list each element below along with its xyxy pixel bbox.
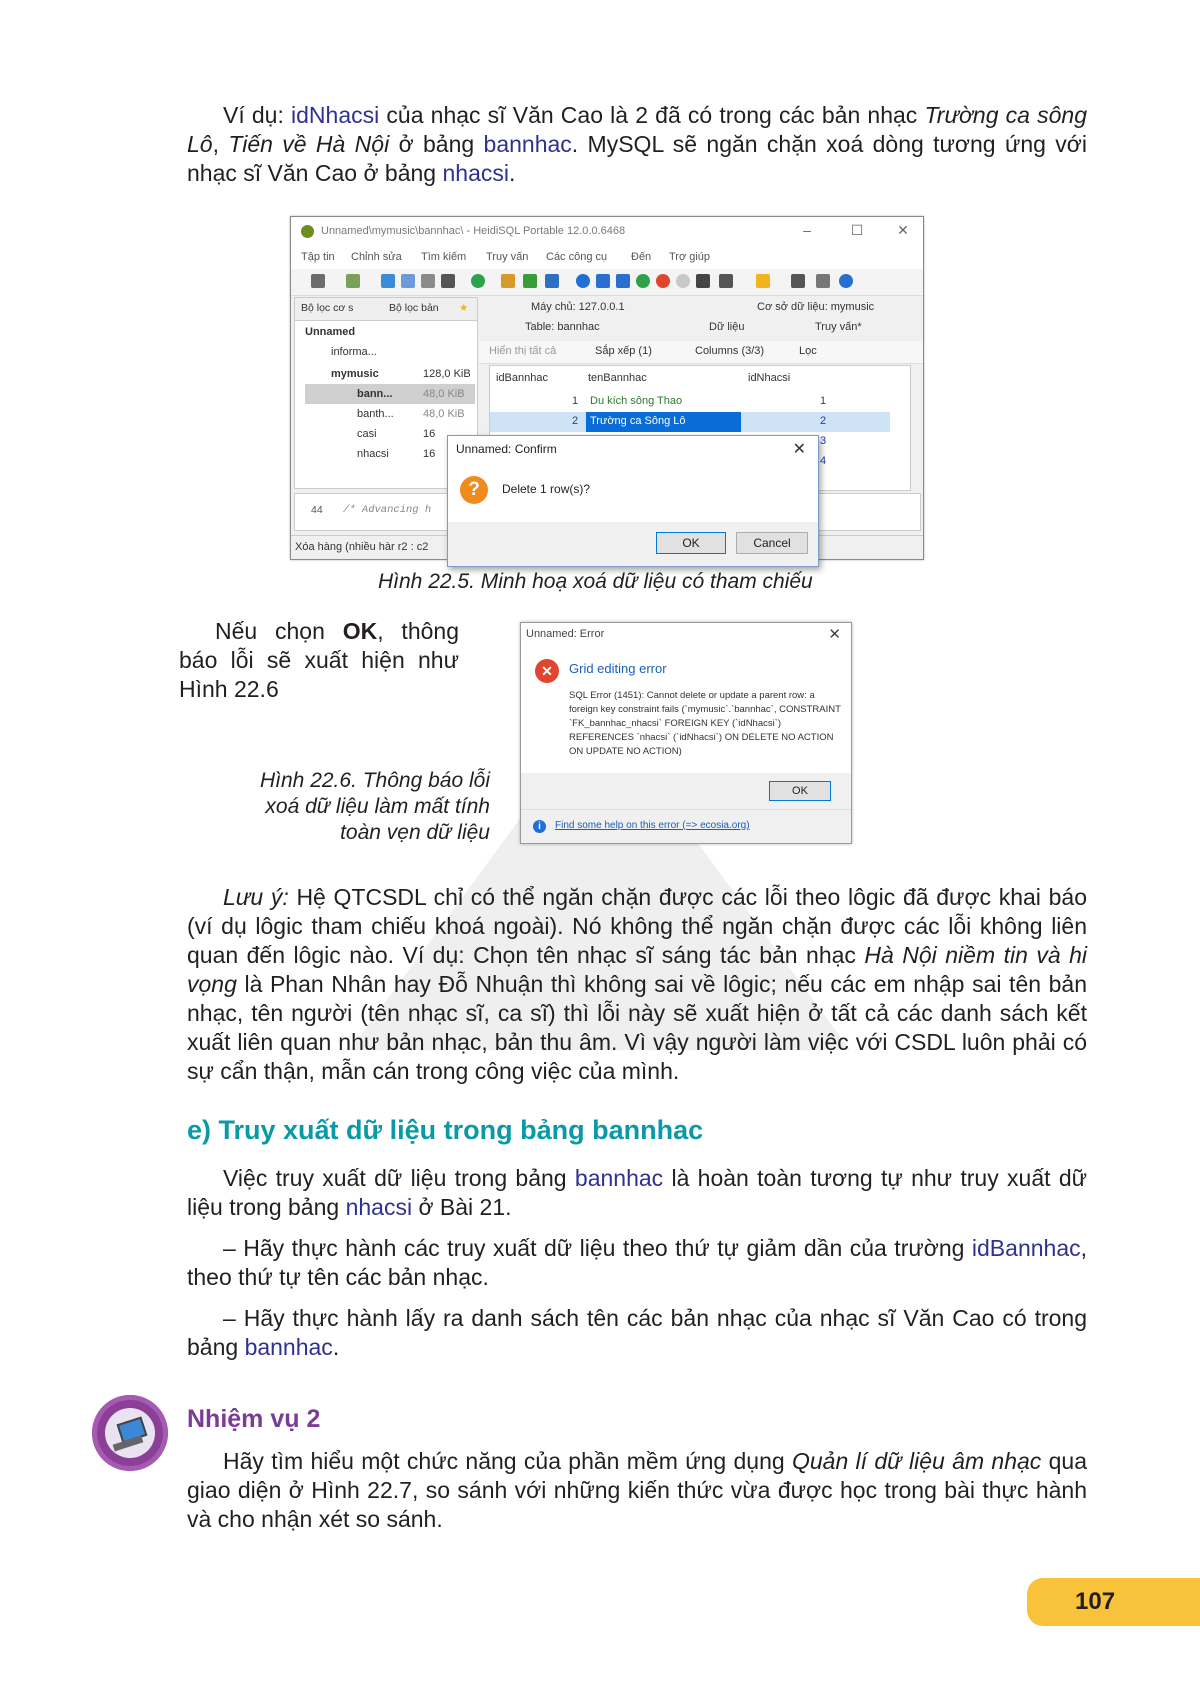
- info-icon: i: [533, 820, 546, 833]
- menu-tools[interactable]: Các công cụ: [546, 251, 608, 263]
- table-row[interactable]: 1 Du kích sông Thao 1: [572, 395, 827, 407]
- figure-caption-22-6: Hình 22.6. Thông báo lỗi xoá dữ liệu làm mất tính toàn vẹn dữ liệu: [260, 769, 490, 844]
- add-row-icon[interactable]: [636, 274, 650, 288]
- sql-log-text: /* Advancing h: [343, 504, 432, 516]
- preferences-icon[interactable]: [816, 274, 830, 288]
- menu-help[interactable]: Trợ giúp: [669, 251, 711, 263]
- paragraph-task-2: Hãy tìm hiểu một chức năng của phần mềm ứng dụng Quản lí dữ liệu âm nhạc qua giao diện ở Hình 22.7, so sánh với những kiến thức vừa được học trong bài thực hành và cho nhận xét so sánh.: [187, 1448, 1087, 1532]
- paragraph-retrieve: Việc truy xuất dữ liệu trong bảng bannhac là hoàn toàn tương tự như truy xuất dữ liệu trong bảng nhacsi ở Bài 21.: [187, 1165, 1088, 1220]
- print-icon[interactable]: [441, 274, 455, 288]
- menu-query[interactable]: Truy vấn: [486, 251, 529, 263]
- heidisql-logo-icon: [301, 225, 314, 238]
- question-icon: ?: [460, 476, 488, 504]
- favorite-star-icon[interactable]: ★: [459, 302, 469, 314]
- error-title: Unnamed: Error: [526, 628, 605, 640]
- paragraph-note: Lưu ý: Hệ QTCSDL chỉ có thể ngăn chặn được các lỗi theo lôgic đã được khai báo (ví dụ lôgic tham chiếu khoá ngoài). Nó không thể ngăn chặn được các lỗi không liên quan đến lôgic nào. Ví dụ: Chọn tên nhạc sĩ sáng tác bản nhạc Hà Nội niềm tin và hi vọng là Phan Nhân hay Đỗ Nhuận thì không sai về lôgic; nếu các em nhập sai tên bản nhạc, tên người (tên nhạc sĩ, ca sĩ) thì lỗi này sẽ xuất hiện ở tất cả các danh sách kết xuất liên quan như bản nhạc, bản thu âm. Vì vậy người làm việc với CSDL luôn phải có sự cẩn thận, mẫn cán trong công việc của mình.: [187, 884, 1087, 1084]
- error-heading: Grid editing error: [569, 661, 667, 676]
- confirm-close-icon[interactable]: ✕: [792, 441, 806, 458]
- tree-root[interactable]: Unnamed: [305, 326, 356, 338]
- task-badge-icon: [92, 1395, 168, 1471]
- transfer-icon[interactable]: [545, 274, 559, 288]
- table-row[interactable]: 3: [820, 435, 827, 447]
- error-close-icon[interactable]: ✕: [828, 626, 841, 643]
- tab-db-filter[interactable]: Bộ lọc cơ s: [301, 302, 354, 314]
- column-header-idnhacsi[interactable]: idNhacsi: [748, 372, 791, 384]
- status-left: Xóa hàng (nhiều hàr r2 : c2: [295, 541, 429, 553]
- tree-table-bannhac-size: 48,0 KiB: [423, 388, 465, 400]
- section-heading-e: e) Truy xuất dữ liệu trong bảng bannhac: [187, 1115, 704, 1145]
- tree-table-banthuam-size: 48,0 KiB: [423, 408, 465, 420]
- maximize-icon[interactable]: ☐: [850, 222, 864, 238]
- tree-table-casi-size: 16: [423, 428, 436, 440]
- close-icon[interactable]: ✕: [897, 222, 909, 238]
- save-icon[interactable]: [791, 274, 805, 288]
- tree-information-schema[interactable]: informa...: [331, 346, 377, 358]
- task-heading: Nhiệm vụ 2: [187, 1405, 321, 1433]
- toolbar: [291, 269, 923, 296]
- undo-icon[interactable]: [421, 274, 435, 288]
- find-icon[interactable]: [839, 274, 853, 288]
- tab-table-filter[interactable]: Bộ lọc bản: [389, 302, 439, 314]
- table-row[interactable]: 2 Trường ca Sông Lô 2: [490, 412, 890, 432]
- delete-row-icon[interactable]: [656, 274, 670, 288]
- cancel-button[interactable]: Cancel: [736, 532, 808, 554]
- table-row[interactable]: 4: [820, 455, 827, 467]
- folder-icon[interactable]: [756, 274, 770, 288]
- tree-db-mymusic[interactable]: mymusic: [331, 368, 379, 380]
- connect-icon[interactable]: [311, 274, 325, 288]
- column-header-idbannhac[interactable]: idBannhac: [496, 372, 548, 384]
- tree-db-size: 128,0 KiB: [423, 368, 471, 380]
- left-tabs: [295, 298, 477, 321]
- copy-icon[interactable]: [381, 274, 395, 288]
- paragraph-exercise-1: – Hãy thực hành các truy xuất dữ liệu theo thứ tự giảm dần của trường idBannhac, theo thứ tự tên các bản nhạc.: [187, 1235, 1087, 1290]
- post-icon[interactable]: [676, 274, 690, 288]
- menu-search[interactable]: Tìm kiếm: [421, 251, 467, 263]
- window-titlebar: [291, 217, 923, 247]
- figure-caption-22-5: Hình 22.5. Minh hoạ xoá dữ liệu có tham chiếu: [378, 570, 813, 593]
- show-all-button[interactable]: Hiển thị tất cả: [489, 345, 557, 357]
- ok-button[interactable]: OK: [656, 532, 726, 554]
- error-ok-button[interactable]: OK: [769, 781, 831, 801]
- error-message: SQL Error (1451): Cannot delete or update a parent row: a foreign key constraint fails (`mymusic`.`bannhac`, CONSTRAINT `FK_bannhac_nhacsi` FOREIGN KEY (`idNhacsi`) REFERENCES `nhacsi` (`idNhacsi`) ON DELETE NO ACTION ON UPDATE NO ACTION): [569, 690, 841, 757]
- minimize-icon[interactable]: –: [803, 222, 811, 238]
- last-record-icon[interactable]: [616, 274, 630, 288]
- confirm-button-bar: [448, 522, 818, 566]
- cancel-edit-icon[interactable]: [696, 274, 710, 288]
- tab-data[interactable]: Dữ liệu: [709, 321, 745, 333]
- data-filter-bar: [479, 341, 923, 364]
- paragraph-example: Ví dụ: idNhacsi của nhạc sĩ Văn Cao là 2 đã có trong các bản nhạc Trường ca sông Lô, Tiến về Hà Nội ở bảng bannhac. MySQL sẽ ngăn chặn xoá dòng tương ứng với nhạc sĩ Văn Cao ở bảng nhacsi.: [187, 102, 1088, 186]
- confirm-dialog: [447, 435, 819, 567]
- sort-button[interactable]: Sắp xếp (1): [595, 345, 652, 357]
- tree-table-banthuam[interactable]: banth...: [357, 408, 394, 420]
- tab-database[interactable]: Cơ sở dữ liệu: mymusic: [757, 301, 875, 313]
- filter-button[interactable]: Lọc: [799, 345, 817, 357]
- menu-bar: [291, 247, 923, 269]
- column-header-tenbannhac[interactable]: tenBannhac: [588, 372, 647, 384]
- error-footer: [521, 809, 851, 844]
- tree-table-nhacsi-size: 16: [423, 448, 436, 460]
- tree-table-bannhac[interactable]: bann...: [357, 388, 393, 400]
- tree-table-casi[interactable]: casi: [357, 428, 377, 440]
- main-tabs: [479, 297, 923, 341]
- error-icon: ✕: [535, 659, 559, 683]
- menu-file[interactable]: Tập tin: [301, 251, 335, 263]
- menu-goto[interactable]: Đến: [631, 251, 652, 263]
- disconnect-icon[interactable]: [346, 274, 360, 288]
- confirm-message: Delete 1 row(s)?: [502, 482, 591, 496]
- help-icon[interactable]: [576, 274, 590, 288]
- run-icon[interactable]: [719, 274, 733, 288]
- page-number: 107: [1027, 1578, 1200, 1626]
- tab-host[interactable]: Máy chủ: 127.0.0.1: [531, 301, 625, 313]
- paste-icon[interactable]: [401, 274, 415, 288]
- window-title: Unnamed\mymusic\bannhac\ - HeidiSQL Portable 12.0.0.6468: [321, 225, 626, 237]
- help-link[interactable]: Find some help on this error (=> ecosia.org): [555, 820, 750, 831]
- sql-line-number: 44: [311, 504, 323, 516]
- refresh-icon[interactable]: [471, 274, 485, 288]
- error-dialog: [520, 622, 852, 844]
- menu-edit[interactable]: Chỉnh sửa: [351, 251, 402, 263]
- tab-query[interactable]: Truy vấn*: [815, 321, 862, 333]
- error-button-bar: [521, 773, 851, 809]
- first-record-icon[interactable]: [596, 274, 610, 288]
- confirm-title: Unnamed: Confirm: [456, 442, 557, 456]
- export-icon[interactable]: [523, 274, 537, 288]
- tab-table[interactable]: Table: bannhac: [525, 321, 600, 333]
- users-icon[interactable]: [501, 274, 515, 288]
- tree-table-nhacsi[interactable]: nhacsi: [357, 448, 389, 460]
- columns-button[interactable]: Columns (3/3): [695, 345, 765, 357]
- paragraph-if-ok: Nếu chọn OK, thông báo lỗi sẽ xuất hiện như Hình 22.6: [179, 618, 459, 702]
- paragraph-exercise-2: – Hãy thực hành lấy ra danh sách tên các bản nhạc của nhạc sĩ Văn Cao có trong bảng bannhac.: [187, 1305, 1087, 1360]
